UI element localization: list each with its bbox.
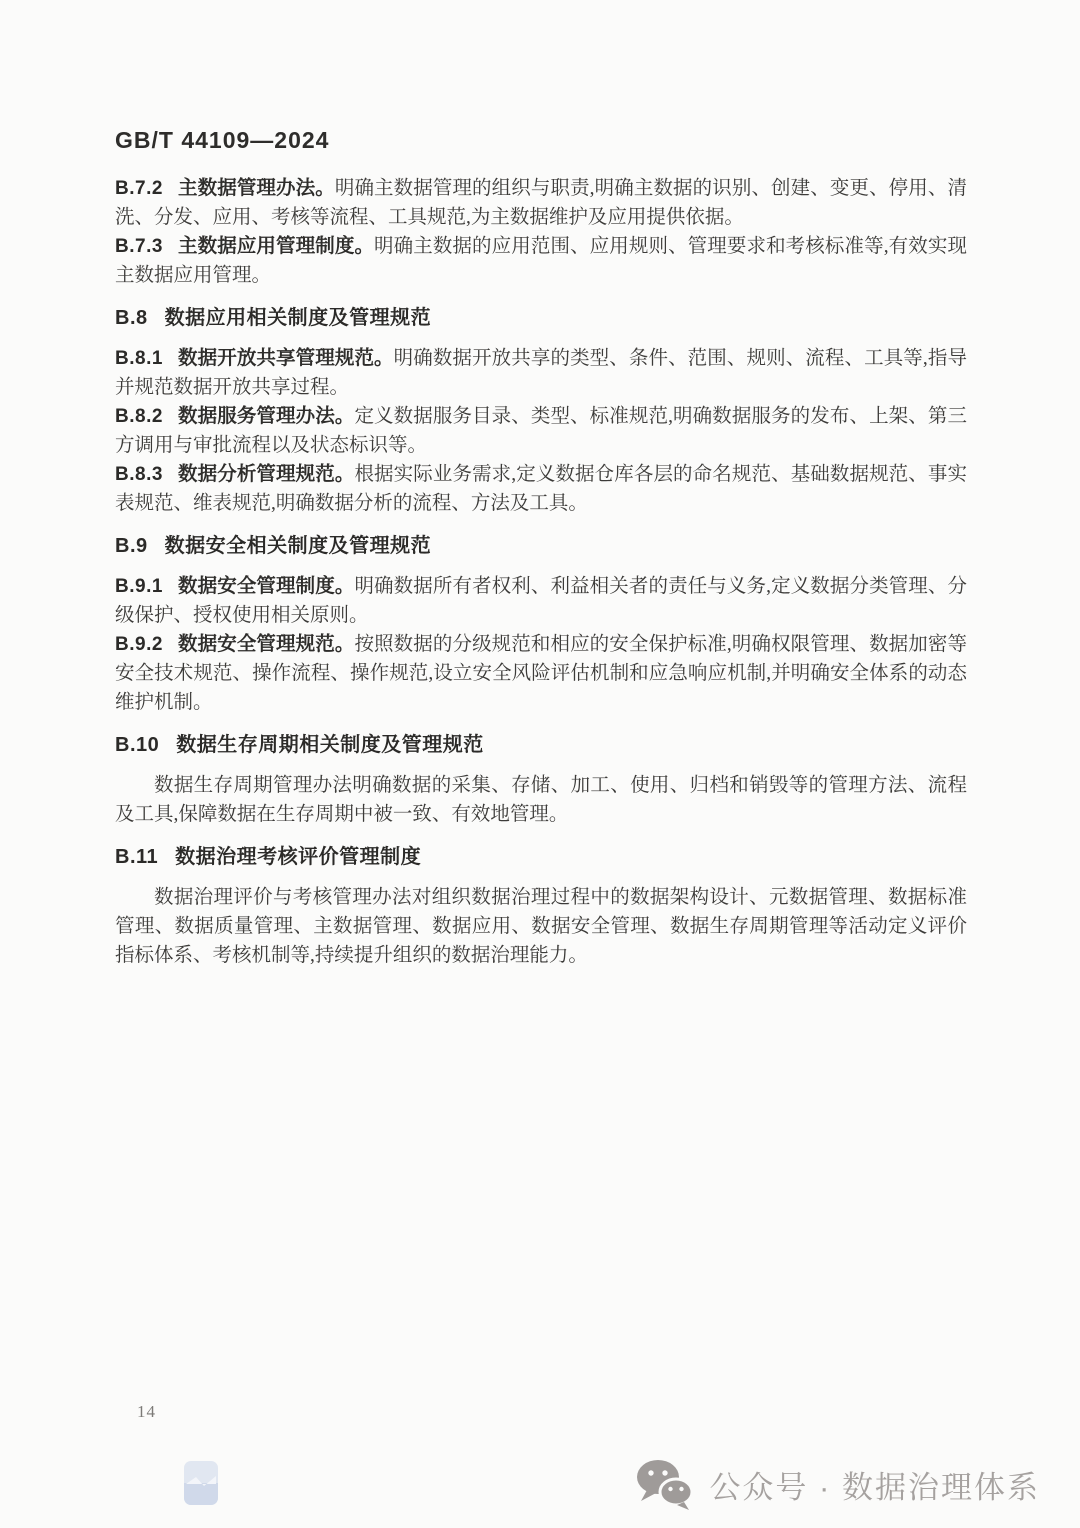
wechat-icon xyxy=(635,1458,693,1510)
section-label: B.8 xyxy=(115,307,148,329)
body-paragraph xyxy=(115,771,967,829)
clause-B.8.1 xyxy=(115,344,967,402)
clause-label: B.8.3 xyxy=(115,464,163,485)
clause-title: 数据安全管理规范。 xyxy=(177,633,355,655)
clause-text: 明确数据所有者权利、利益相关者的责任与义务,定义数据分类管理、分级保护、授权使用相关原则。 xyxy=(115,576,967,626)
clause-title: 数据安全管理制度。 xyxy=(177,575,355,597)
clause-B.7.3 xyxy=(115,232,967,290)
clause-text: 明确主数据的应用范围、应用规则、管理要求和考核标准等,有效实现主数据应用管理。 xyxy=(115,236,967,286)
section-label: B.11 xyxy=(115,846,159,868)
clause-B.9.2 xyxy=(115,630,967,717)
section-heading-B.11 xyxy=(115,843,967,871)
section-title: 数据应用相关制度及管理规范 xyxy=(164,307,432,329)
clause-title: 主数据管理办法。 xyxy=(177,177,335,199)
footer-brand-text: 公众号 · 数据治理体系 xyxy=(709,1469,1040,1505)
clause-label: B.9.1 xyxy=(115,576,163,597)
watermark-logo xyxy=(184,1461,218,1505)
clause-text: 定义数据服务目录、类型、标准规范,明确数据服务的发布、上架、第三方调用与审批流程以及状态标识等。 xyxy=(115,406,967,456)
clause-label: B.7.3 xyxy=(115,236,163,257)
clause-B.7.2 xyxy=(115,174,967,232)
document-body xyxy=(115,174,967,970)
section-label: B.9 xyxy=(115,535,148,557)
clause-title: 数据分析管理规范。 xyxy=(177,463,355,485)
paragraph-text: 数据生存周期管理办法明确数据的采集、存储、加工、使用、归档和销毁等的管理方法、流程及工具,保障数据在生存周期中被一致、有效地管理。 xyxy=(115,775,967,825)
body-paragraph xyxy=(115,883,967,970)
clause-B.8.3 xyxy=(115,460,967,518)
clause-text: 按照数据的分级规范和相应的安全保护标准,明确权限管理、数据加密等安全技术规范、操作流程、操作规范,设立安全风险评估机制和应急响应机制,并明确安全体系的动态维护机制。 xyxy=(115,634,967,713)
page-number: 14 xyxy=(137,1402,156,1421)
clause-title: 主数据应用管理制度。 xyxy=(177,235,375,257)
clause-label: B.8.1 xyxy=(115,348,163,369)
section-title: 数据生存周期相关制度及管理规范 xyxy=(176,734,484,756)
section-heading-B.10 xyxy=(115,731,967,759)
clause-text: 明确主数据管理的组织与职责,明确主数据的识别、创建、变更、停用、清洗、分发、应用、考核等流程、工具规范,为主数据维护及应用提供依据。 xyxy=(115,178,967,228)
standard-number-header: GB/T 44109—2024 xyxy=(115,127,330,153)
clause-text: 根据实际业务需求,定义数据仓库各层的命名规范、基础数据规范、事实表规范、维表规范,明确数据分析的流程、方法及工具。 xyxy=(115,464,967,514)
clause-title: 数据开放共享管理规范。 xyxy=(177,347,394,369)
clause-title: 数据服务管理办法。 xyxy=(177,405,355,427)
clause-label: B.8.2 xyxy=(115,406,163,427)
clause-label: B.9.2 xyxy=(115,634,163,655)
clause-label: B.7.2 xyxy=(115,178,163,199)
section-heading-B.8 xyxy=(115,304,967,332)
clause-B.8.2 xyxy=(115,402,967,460)
clause-B.9.1 xyxy=(115,572,967,630)
section-label: B.10 xyxy=(115,734,160,756)
section-heading-B.9 xyxy=(115,532,967,560)
section-title: 数据安全相关制度及管理规范 xyxy=(164,535,432,557)
paragraph-text: 数据治理评价与考核管理办法对组织数据治理过程中的数据架构设计、元数据管理、数据标准管理、数据质量管理、主数据管理、数据应用、数据安全管理、数据生存周期管理等活动定义评价指标体系、考核机制等,持续提升组织的数据治理能力。 xyxy=(115,887,967,966)
footer-brand xyxy=(635,1456,1040,1512)
section-title: 数据治理考核评价管理制度 xyxy=(175,846,422,868)
clause-text: 明确数据开放共享的类型、条件、范围、规则、流程、工具等,指导并规范数据开放共享过程。 xyxy=(115,348,967,398)
